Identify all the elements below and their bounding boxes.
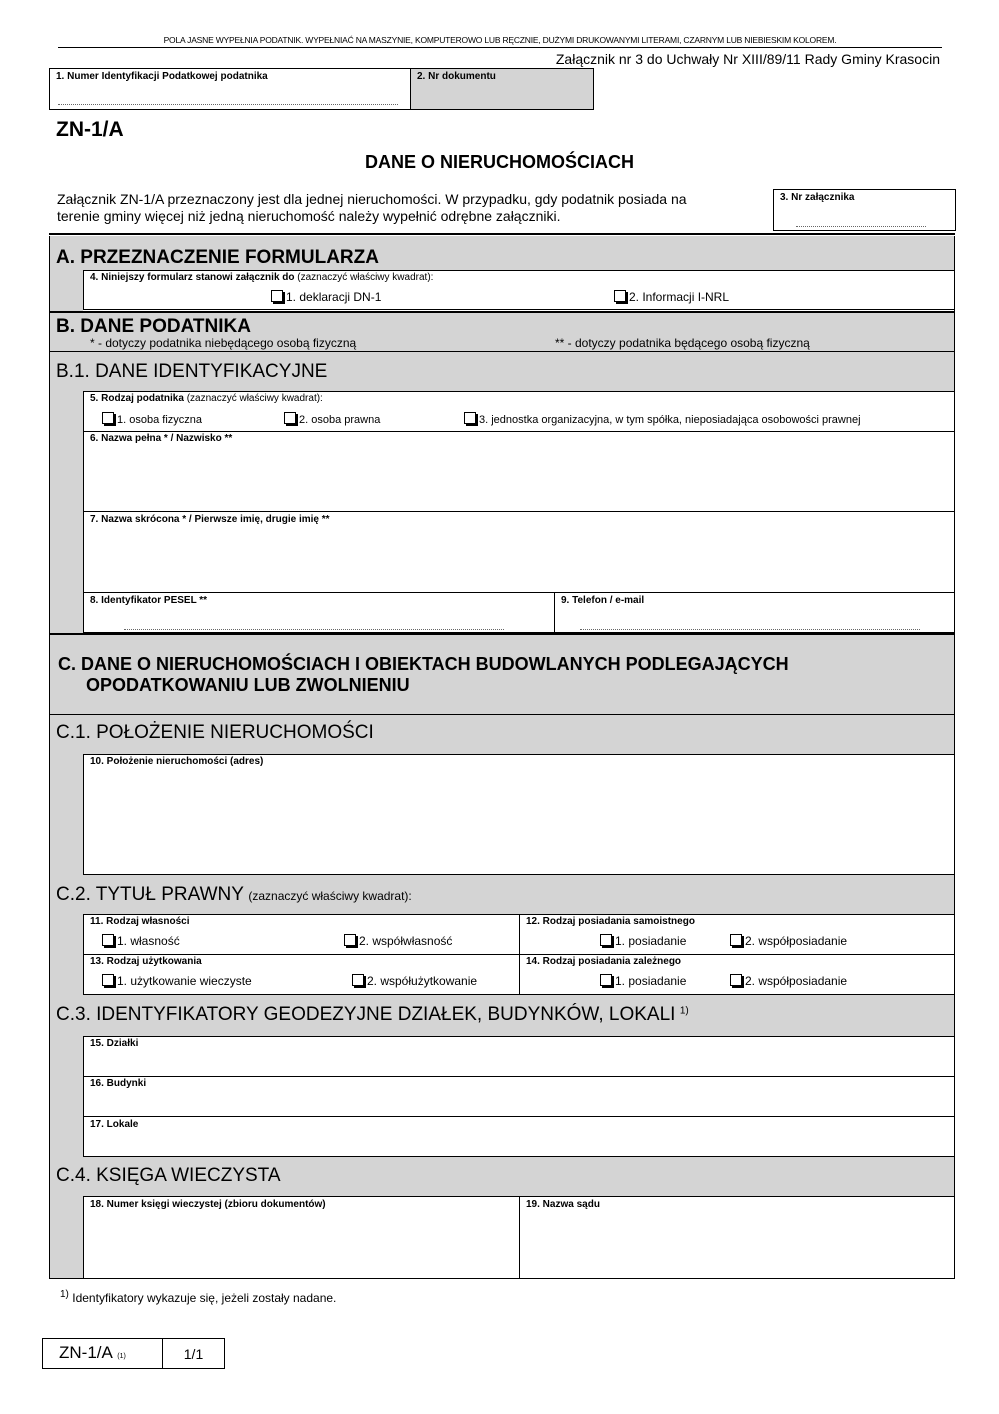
document-number-field	[410, 68, 594, 110]
usage-type-label: 13. Rodzaj użytkowania	[90, 956, 202, 967]
plots-label: 15. Działki	[90, 1038, 139, 1049]
checkbox-icon[interactable]	[614, 290, 626, 302]
c2-title-row	[56, 884, 412, 906]
premises-label: 17. Lokale	[90, 1119, 139, 1130]
plots-field[interactable]	[83, 1036, 955, 1077]
option-ownership-label: 1. własność	[117, 934, 180, 948]
form-purpose-field	[83, 270, 955, 310]
short-name-label: 7. Nazwa skrócona * / Pierwsze imię, drugie imię **	[90, 514, 330, 525]
phone-email-field[interactable]	[554, 592, 955, 633]
attachment-number-label: 3. Nr załącznika	[780, 192, 855, 203]
pesel-dotted-line	[124, 629, 504, 630]
c1-title: C.1. POŁOŻENIE NIERUCHOMOŚCI	[56, 722, 374, 743]
footer-code: ZN-1/A	[59, 1343, 113, 1362]
option-legal-person[interactable]	[284, 412, 380, 426]
checkbox-icon[interactable]	[352, 974, 364, 986]
form-purpose-hint: (zaznaczyć właściwy kwadrat):	[297, 272, 434, 283]
b1-header	[50, 351, 954, 391]
nip-dotted-line	[58, 104, 398, 105]
pesel-label: 8. Identyfikator PESEL **	[90, 595, 208, 606]
c2-title: C.2. TYTUŁ PRAWNY	[56, 884, 244, 905]
option-co-usage[interactable]	[352, 974, 477, 988]
option-dn1-label: 1. deklaracji DN-1	[286, 290, 382, 304]
taxpayer-type-label-main: 5. Rodzaj podatnika	[90, 393, 184, 404]
court-name-field[interactable]	[519, 1196, 955, 1279]
nip-field[interactable]	[49, 68, 411, 110]
c3-title: C.3. IDENTYFIKATORY GEODEZYJNE DZIAŁEK, BUDYNKÓW, LOKALI	[56, 1004, 676, 1025]
section-b-header	[50, 313, 954, 351]
option-dependent-co-possession-label: 2. współposiadanie	[745, 974, 848, 988]
c1-header	[50, 714, 954, 754]
option-dn1[interactable]	[271, 290, 381, 304]
intro-text-2: terenie gminy więcej niż jedną nieruchomość należy wypełnić odrębne załączniki.	[57, 208, 561, 224]
buildings-label: 16. Budynki	[90, 1078, 147, 1089]
section-c-title-line2: OPODATKOWANIU LUB ZWOLNIENIU	[86, 675, 410, 695]
ownership-type-field	[83, 914, 520, 955]
top-rule	[58, 47, 942, 48]
checkbox-icon[interactable]	[102, 934, 114, 946]
checkbox-icon[interactable]	[600, 934, 612, 946]
c3-title-row	[56, 1004, 689, 1026]
phone-email-label: 9. Telefon / e-mail	[561, 595, 645, 606]
short-name-field[interactable]	[83, 511, 955, 593]
taxpayer-type-label	[90, 393, 323, 404]
option-possession-label: 1. posiadanie	[615, 934, 687, 948]
phone-email-dotted-line	[580, 629, 920, 630]
option-organizational-unit-label: 3. jednostka organizacyjna, w tym spółka, nieposiadająca osobowości prawnej	[479, 414, 861, 426]
option-legal-person-label: 2. osoba prawna	[299, 414, 381, 426]
section-a-top-rule	[49, 233, 955, 235]
premises-field[interactable]	[83, 1116, 955, 1157]
footer-version: (1)	[117, 1353, 126, 1360]
checkbox-icon[interactable]	[271, 290, 283, 302]
footer-code-row	[59, 1343, 126, 1363]
footer-page: 1/1	[183, 1346, 204, 1362]
b1-title: B.1. DANE IDENTYFIKACYJNE	[56, 361, 328, 382]
option-ownership[interactable]	[102, 934, 180, 948]
left-gutter	[50, 236, 83, 1278]
page-title: DANE O NIERUCHOMOŚCIACH	[364, 152, 634, 172]
dependent-possession-label: 14. Rodzaj posiadania zależnego	[526, 956, 682, 967]
land-register-number-label: 18. Numer księgi wieczystej (zbioru dokumentów)	[90, 1199, 326, 1210]
checkbox-icon[interactable]	[102, 412, 114, 424]
footnote-text: Identyfikatory wykazuje się, jeżeli zostały nadane.	[72, 1291, 337, 1305]
c2-hint: (zaznaczyć właściwy kwadrat):	[248, 889, 412, 903]
section-a-header	[50, 236, 954, 271]
option-natural-person[interactable]	[102, 412, 202, 426]
c3-footnote-ref: 1)	[679, 1005, 689, 1017]
section-c-header	[50, 635, 954, 714]
dependent-possession-field	[519, 954, 955, 995]
independent-possession-label: 12. Rodzaj posiadania samoistnego	[526, 916, 695, 927]
section-a-title: A. PRZEZNACZENIE FORMULARZA	[56, 247, 379, 268]
option-possession[interactable]	[600, 934, 686, 948]
option-inrl[interactable]	[614, 290, 729, 304]
option-dependent-possession[interactable]	[600, 974, 686, 988]
footnote-marker: 1)	[60, 1289, 69, 1300]
footer-page-box	[162, 1338, 225, 1369]
buildings-field[interactable]	[83, 1076, 955, 1117]
option-co-usage-label: 2. współużytkowanie	[367, 974, 478, 988]
footer-code-box	[42, 1338, 163, 1369]
option-perpetual-usufruct-label: 1. użytkowanie wieczyste	[117, 974, 252, 988]
section-b-note-natural: ** - dotyczy podatnika będącego osobą fizyczną	[555, 336, 810, 350]
full-name-field[interactable]	[83, 431, 955, 512]
checkbox-icon[interactable]	[102, 974, 114, 986]
option-dependent-co-possession[interactable]	[730, 974, 847, 988]
option-perpetual-usufruct[interactable]	[102, 974, 252, 988]
ownership-type-label: 11. Rodzaj własności	[90, 916, 190, 927]
option-natural-person-label: 1. osoba fizyczna	[117, 414, 202, 426]
option-organizational-unit[interactable]	[464, 412, 861, 426]
option-co-ownership-label: 2. współwłasność	[359, 934, 453, 948]
checkbox-icon[interactable]	[344, 934, 356, 946]
attachment-number-dotted-line	[796, 226, 926, 227]
checkbox-icon[interactable]	[600, 974, 612, 986]
form-code: ZN-1/A	[56, 118, 124, 141]
option-co-possession[interactable]	[730, 934, 847, 948]
attachment-note: Załącznik nr 3 do Uchwały Nr XIII/89/11 Rady Gminy Krasocin	[555, 51, 940, 67]
section-c-title-line1: C. DANE O NIERUCHOMOŚCIACH I OBIEKTACH BUDOWLANYCH PODLEGAJĄCYCH	[58, 654, 789, 674]
property-location-label: 10. Położenie nieruchomości (adres)	[90, 756, 264, 767]
c3-header	[50, 995, 954, 1036]
checkbox-icon[interactable]	[464, 412, 476, 424]
taxpayer-type-field	[83, 391, 955, 432]
usage-type-field	[83, 954, 520, 995]
form-purpose-label-main: 4. Niniejszy formularz stanowi załącznik do	[90, 272, 295, 283]
property-location-field[interactable]	[83, 754, 955, 875]
c4-header	[50, 1157, 954, 1197]
intro-text-1: Załącznik ZN-1/A przeznaczony jest dla jednej nieruchomości. W przypadku, gdy podatnik posiada na	[57, 191, 687, 207]
option-dependent-possession-label: 1. posiadanie	[615, 974, 687, 988]
top-note: POLA JASNE WYPEŁNIA PODATNIK. WYPEŁNIAĆ NA MASZYNIE, KOMPUTEROWO LUB RĘCZNIE, DUŻYMI DRUKOWANYMI LITERAMI, CZARNYM LUB NIEBIESKIM KOLOREM.	[163, 35, 837, 45]
c4-title: C.4. KSIĘGA WIECZYSTA	[56, 1165, 281, 1186]
document-number-label: 2. Nr dokumentu	[417, 71, 496, 82]
attachment-number-field[interactable]	[773, 189, 956, 231]
checkbox-icon[interactable]	[730, 974, 742, 986]
footnote	[60, 1289, 336, 1305]
option-co-possession-label: 2. współposiadanie	[745, 934, 848, 948]
c2-header	[50, 875, 954, 915]
section-b-note-legal: * - dotyczy podatnika niebędącego osobą fizyczną	[90, 336, 357, 350]
independent-possession-field	[519, 914, 955, 955]
checkbox-icon[interactable]	[730, 934, 742, 946]
full-name-label: 6. Nazwa pełna * / Nazwisko **	[90, 433, 233, 444]
option-co-ownership[interactable]	[344, 934, 452, 948]
court-name-label: 19. Nazwa sądu	[526, 1199, 600, 1210]
option-inrl-label: 2. Informacji I-NRL	[629, 290, 730, 304]
form-purpose-label	[90, 272, 433, 283]
pesel-field[interactable]	[83, 592, 555, 633]
section-b-title: B. DANE PODATNIKA	[56, 316, 251, 337]
checkbox-icon[interactable]	[284, 412, 296, 424]
nip-label: 1. Numer Identyfikacji Podatkowej podatnika	[56, 71, 268, 82]
taxpayer-type-hint: (zaznaczyć właściwy kwadrat):	[186, 393, 323, 404]
land-register-number-field[interactable]	[83, 1196, 520, 1279]
